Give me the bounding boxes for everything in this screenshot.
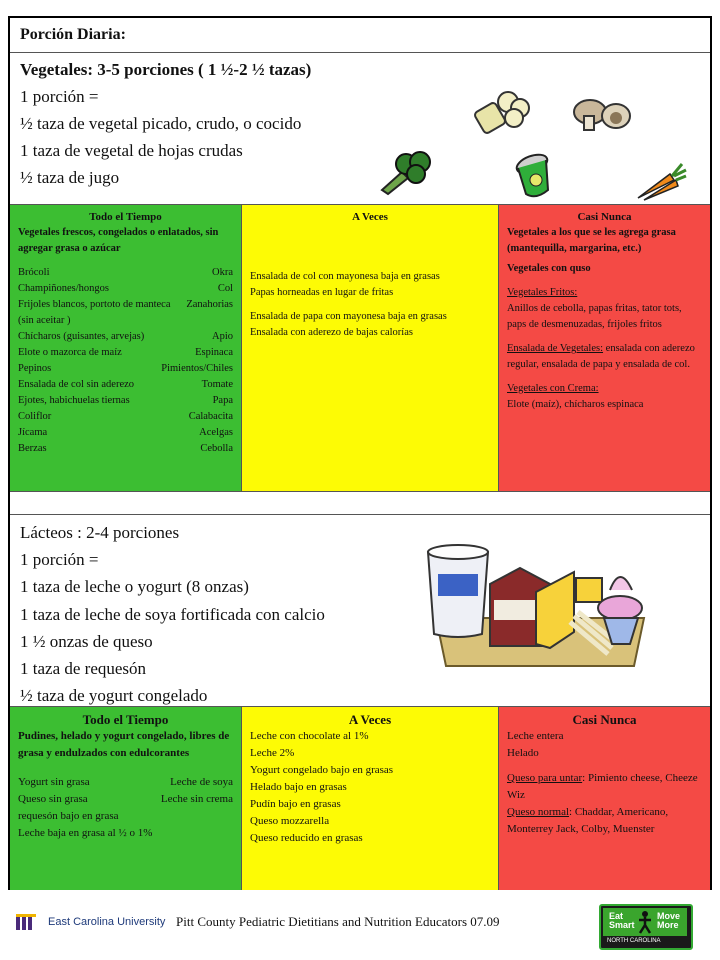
- dairy-rarely-column: [499, 707, 710, 890]
- dairy-rarely-header: Casi Nunca: [572, 712, 637, 727]
- food-row: [18, 345, 233, 361]
- food-row: [18, 329, 233, 345]
- dairy-sometimes-header: A Veces: [348, 712, 392, 727]
- veg-cream-text: Elote (maíz), chícharos espinaca: [507, 399, 644, 410]
- food-row: [18, 281, 233, 297]
- food-item: Brócoli: [18, 267, 50, 278]
- food-item: Coliflor: [18, 411, 52, 422]
- dairy-frequency-table: [10, 707, 710, 890]
- dairy-always-list: [18, 774, 233, 808]
- walking-figure-icon: [637, 910, 653, 934]
- food-item: Pepinos: [18, 363, 52, 374]
- cauliflower-icon: [470, 88, 532, 138]
- footer-credit: Pitt County Pediatric Dietitians and Nutrition Educators 07.09: [176, 914, 500, 929]
- dairy-normal-block: [507, 804, 702, 838]
- veg-sometimes-item: Ensalada con aderezo de bajas calorías: [250, 327, 413, 338]
- dairy-rarely-item: Helado: [507, 747, 539, 759]
- food-item: Queso sin grasa: [18, 793, 88, 805]
- vegetables-frequency-table: [10, 205, 710, 491]
- food-row: [18, 377, 233, 393]
- ecu-logo-icon: [16, 914, 44, 932]
- veg-rarely-column: [499, 205, 710, 491]
- food-item: Yogurt sin grasa: [18, 776, 90, 788]
- dairy-line: 1 porción =: [20, 550, 99, 570]
- nutrition-sheet: [8, 16, 712, 890]
- food-item: Espinaca: [195, 347, 233, 358]
- veg-always-list: [18, 265, 233, 457]
- dairy-line: 1 taza de leche de soya fortificada con calcio: [20, 604, 325, 624]
- dairy-normal-label: Queso normal: [507, 806, 570, 818]
- veg-sometimes-item: Ensalada de col con mayonesa baja en grasas: [250, 271, 440, 282]
- food-item: Pimientos/Chiles: [161, 363, 233, 374]
- veg-fried-text: Anillos de cebolla, papas fritas, tator tots, paps de desmenuzadas, frijoles fritos: [507, 303, 682, 330]
- food-row: [18, 791, 233, 808]
- dairy-sometimes-item: Queso reducido en grasas: [250, 832, 363, 844]
- veg-rarely-item: Vegetales con quso: [507, 263, 591, 274]
- vegetables-line: 1 porción =: [20, 87, 99, 106]
- eat-smart-move-more-logo: [599, 904, 693, 950]
- dairy-sometimes-item: Queso mozzarella: [250, 815, 330, 827]
- food-item: Chícharos (guisantes, arvejas): [18, 331, 145, 342]
- dairy-title: Lácteos : 2-4 porciones: [20, 523, 180, 542]
- food-item: Leche sin crema: [160, 793, 233, 805]
- food-item: Frijoles blancos, portoto de manteca (sin aceitar ): [18, 299, 171, 326]
- esmm-word: Move: [657, 911, 681, 921]
- dairy-always-column: [10, 707, 242, 890]
- esmm-state: NORTH CAROLINA: [607, 938, 661, 944]
- veg-sometimes-header: A Veces: [352, 211, 388, 223]
- food-item: Leche de soya: [170, 776, 233, 788]
- dairy-always-subtitle: Pudines, helado y yogurt congelado, libres de grasa y endulzados con edulcorantes: [18, 730, 230, 759]
- dairy-rarely-item: Leche entera: [507, 730, 564, 742]
- food-row: [18, 409, 233, 425]
- spacer-row: [10, 491, 710, 515]
- food-item: Cebolla: [200, 443, 233, 454]
- vegetables-line: ½ taza de jugo: [20, 168, 120, 187]
- canned-vegetables-icon: [510, 152, 556, 202]
- food-item: Okra: [212, 267, 233, 278]
- dairy-spread-block: [507, 770, 702, 804]
- dairy-always-header: Todo el Tiempo: [82, 712, 169, 727]
- food-row: [18, 441, 233, 457]
- veg-sometimes-item: Papas horneadas en lugar de fritas: [250, 287, 394, 298]
- ecu-logo: [16, 910, 166, 938]
- broccoli-icon: [376, 148, 436, 196]
- veg-always-column: [10, 205, 242, 491]
- daily-portion-title: Porción Diaria:: [20, 26, 126, 43]
- dairy-sometimes-item: Pudín bajo en grasas: [250, 798, 341, 810]
- food-item: Tomate: [201, 379, 233, 390]
- food-row: [18, 425, 233, 441]
- dairy-line: 1 taza de requesón: [20, 659, 147, 679]
- veg-salad-label: Ensalada de Vegetales:: [507, 343, 604, 354]
- veg-sometimes-item: Ensalada de papa con mayonesa baja en grasas: [250, 311, 447, 322]
- daily-portion-header: [10, 18, 710, 53]
- footer: [0, 908, 720, 948]
- food-item: Ejotes, habichuelas tiernas: [18, 395, 130, 406]
- dairy-products-icon: [424, 544, 656, 668]
- veg-always-subtitle: Vegetales frescos, congelados o enlatados, sin agregar grasa o azúcar: [18, 227, 219, 254]
- dairy-normal-text: : Chaddar, Americano, Monterrey Jack, Colby, Muenster: [507, 806, 669, 835]
- vegetables-line: 1 taza de vegetal de hojas crudas: [20, 141, 243, 160]
- dairy-sometimes-item: Helado bajo en grasas: [250, 781, 347, 793]
- veg-rarely-header: Casi Nunca: [577, 211, 632, 223]
- food-item: Papa: [212, 395, 233, 406]
- food-row: [18, 774, 233, 791]
- esmm-word: Smart: [609, 920, 635, 930]
- food-item: Zanahorias: [186, 299, 233, 310]
- mushroom-icon: [570, 98, 636, 134]
- veg-fried-label: Vegetales Fritos:: [507, 287, 578, 298]
- food-row: [18, 393, 233, 409]
- esmm-word: More: [657, 920, 679, 930]
- dairy-sometimes-item: Yogurt congelado bajo en grasas: [250, 764, 394, 776]
- veg-salad-text: ensalada con aderezo regular, ensalada de papa y ensalada de col.: [507, 343, 695, 370]
- dairy-sometimes-column: [242, 707, 499, 890]
- food-item: Jícama: [18, 427, 48, 438]
- veg-sometimes-column: [242, 205, 499, 491]
- dairy-always-item: Leche baja en grasa al ½ o 1%: [18, 827, 153, 839]
- food-item: Ensalada de col sin aderezo: [18, 379, 135, 390]
- food-row: [18, 265, 233, 281]
- food-row: [18, 297, 233, 329]
- esmm-word: Eat: [609, 911, 624, 921]
- dairy-line: 1 taza de leche o yogurt (8 onzas): [20, 577, 249, 597]
- veg-salad-block: [507, 341, 702, 373]
- veg-always-header: Todo el Tiempo: [89, 211, 162, 223]
- ecu-logo-text: East Carolina University: [48, 916, 166, 928]
- dairy-spread-label: Queso para untar: [507, 772, 583, 784]
- dairy-line: 1 ½ onzas de queso: [20, 631, 153, 651]
- food-item: Col: [217, 283, 233, 294]
- dairy-line: ½ taza de yogurt congelado: [20, 686, 208, 706]
- food-item: Apio: [212, 331, 233, 342]
- dairy-sometimes-item: Leche con chocolate al 1%: [250, 730, 369, 742]
- vegetables-line: ½ taza de vegetal picado, crudo, o cocido: [20, 114, 302, 133]
- veg-cream-label: Vegetales con Crema:: [507, 383, 599, 394]
- carrots-icon: [634, 160, 688, 202]
- food-item: Calabacita: [188, 411, 233, 422]
- food-item: Berzas: [18, 443, 47, 454]
- vegetables-title: Vegetales: 3-5 porciones ( 1 ½-2 ½ tazas): [20, 60, 312, 79]
- food-row: [18, 361, 233, 377]
- food-item: Elote o mazorca de maíz: [18, 347, 122, 358]
- food-item: Champiñones/hongos: [18, 283, 109, 294]
- dairy-spread-text: : Pimiento cheese, Cheeze Wiz: [507, 772, 698, 801]
- food-item: Acelgas: [199, 427, 233, 438]
- dairy-sometimes-item: Leche 2%: [250, 747, 295, 759]
- dairy-intro: [10, 514, 710, 707]
- vegetables-intro: [10, 52, 710, 205]
- veg-rarely-item: Vegetales a los que se les agrega grasa (mantequilla, margarina, etc.): [507, 227, 676, 254]
- dairy-always-item: requesón bajo en grasa: [18, 810, 119, 822]
